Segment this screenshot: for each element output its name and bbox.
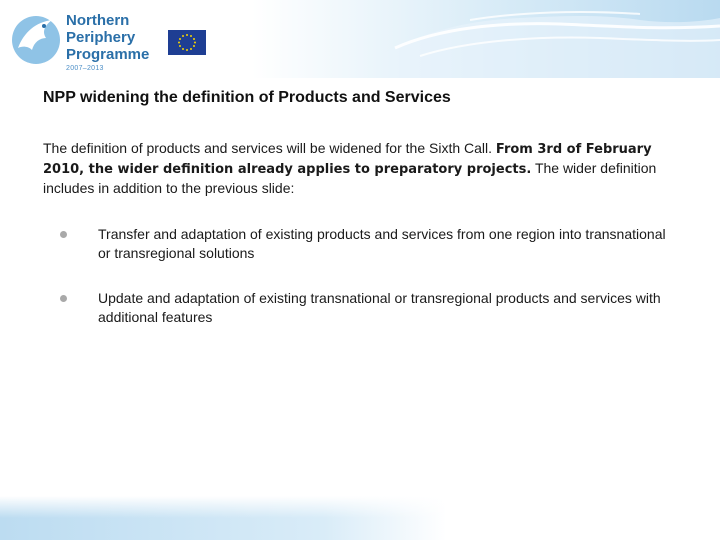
intro-text-2: The wider definition includes in addition to the previous slide: — [43, 160, 657, 196]
logo-text-northern: Northern — [66, 12, 130, 29]
programme-logo[interactable] — [10, 8, 150, 72]
bullet-item — [60, 289, 680, 327]
slide-title: NPP widening the definition of Products and Services — [43, 89, 451, 106]
bullet-text: Transfer and adaptation of existing products and services from one region into transnational or transregional solutions — [98, 226, 666, 261]
bullet-text: Update and adaptation of existing transnational or transregional products and services with additional features — [98, 290, 661, 325]
intro-paragraph — [43, 139, 683, 198]
eu-flag-icon — [168, 30, 206, 55]
intro-text-1: The definition of products and services will be widened for the Sixth Call. — [43, 140, 493, 156]
bullet-dot-icon — [60, 231, 67, 238]
bullet-dot-icon — [60, 295, 67, 302]
intro-bold-text: From 3rd of February 2010, the wider definition already applies to preparatory projects. — [43, 142, 652, 177]
bullet-item — [60, 225, 680, 263]
dove-icon — [10, 10, 60, 68]
logo-text-programme: Programme — [66, 46, 150, 63]
bullet-list — [60, 225, 680, 353]
logo-text-periphery: Periphery — [66, 29, 136, 46]
footer-gradient-band — [0, 496, 720, 540]
logo-years: 2007–2013 — [66, 65, 104, 72]
